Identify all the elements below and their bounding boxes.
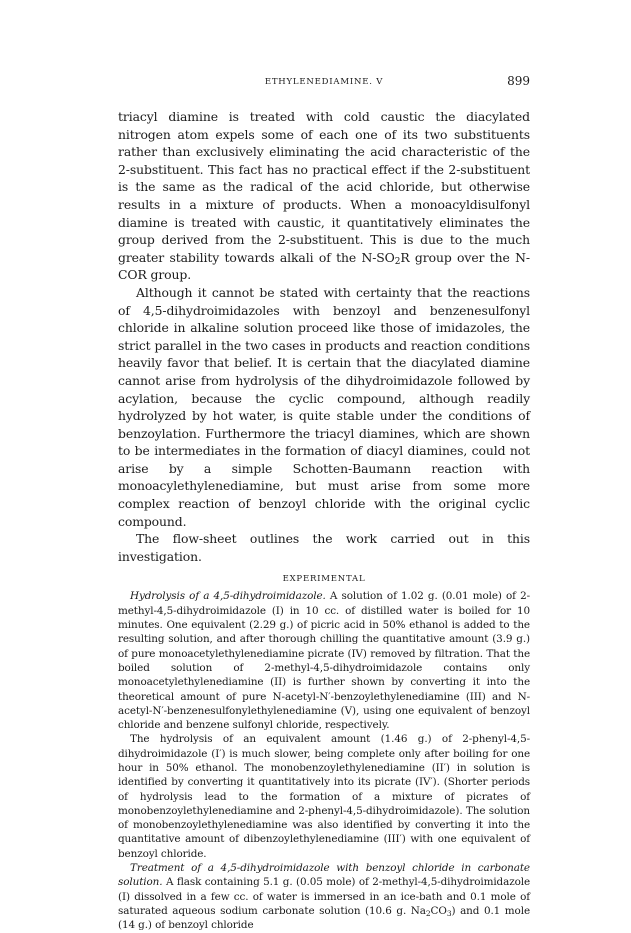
subscript: 2 <box>394 256 401 267</box>
paragraph-run-in-title: Hydrolysis of a 4,5-dihydroimidazole. <box>130 590 326 603</box>
page-header <box>118 74 530 90</box>
experimental-paragraph <box>118 589 530 732</box>
paragraph-run-in-title: Treatment of a 4,5-dihydroimidazole with benzoyl chloride in carbonate solution. <box>118 862 530 889</box>
running-head: ETHYLENEDIAMINE. V <box>264 77 384 87</box>
subscript: 2 <box>425 908 431 918</box>
subscript: 3 <box>446 908 452 918</box>
experimental-paragraph: The hydrolysis of an equivalent amount (1.46 g.) of 2-phenyl-4,5-dihydroimidazole (I′) is much slower, being complete only after boiling for one hour in 50% ethanol. The monobenzoylethylenediamine (II′) in solution is identified by converting it quantitatively into its picrate (IV′). (Shorter periods of hydrolysis lead to the formation of a mixture of picrates of monobenzoylethylenediamine and 2-phenyl-4,5-dihydroimidazole). The solution of monobenzoylethylenediamine was also identified by converting it into the quantitative amount of dibenzoylethylenediamine (III′) with one equivalent of benzoyl chloride. <box>118 733 530 860</box>
experimental-section <box>118 589 530 932</box>
article-body <box>118 108 530 933</box>
paragraph-text: ) and 0.1 mole (14 g.) of benzoyl chloride <box>118 904 530 932</box>
page-number: 899 <box>507 74 530 88</box>
paragraph-text: triacyl diamine is treated with cold caustic the diacylated nitrogen atom expels some of each one of its two substituents rather than exclusively eliminating the acid characteristic of the 2-substituent. This fact has no practical effect if the 2-substituent is the same as the radical of the acid chloride, but otherwise results in a mixture of products. When a monoacyldisulfonyl diamine is treated with caustic, it quantitatively eliminates the group derived from the 2-substituent. This is due to the much greater stability towards alkali of the N-SO <box>118 109 530 265</box>
experimental-paragraph <box>118 861 530 932</box>
body-paragraph <box>118 108 530 284</box>
paragraph-text: A flask containing 5.1 g. (0.05 mole) of 2-methyl-4,5-dihydroimidazole (I) dissolved in a few cc. of water is immersed in an ice-bath and 0.1 mole of saturated aqueous sodium carbonate solution (10.6 g. Na <box>118 876 530 917</box>
discussion-section <box>118 108 530 565</box>
body-paragraph: Although it cannot be stated with certainty that the reactions of 4,5-dihydroimidazoles with benzoyl and benzenesulfonyl chloride in alkaline solution proceed like those of imidazoles, the strict parallel in the two cases in products and reaction conditions heavily favor that belief. It is certain that the diacylated diamine cannot arise from hydrolysis of the dihydroimidazole followed by acylation, because the cyclic compound, although readily hydrolyzed by hot water, is quite stable under the conditions of benzoylation. Furthermore the triacyl diamines, which are shown to be intermediates in the formation of diacyl diamines, could not arise by a simple Schotten-Baumann reaction with monoacylethylenediamine, but must arise from some more complex reaction of benzoyl chloride with the original cyclic compound. <box>118 284 530 529</box>
body-paragraph: The flow-sheet outlines the work carried out in this investigation. <box>118 531 530 564</box>
paragraph-text: CO <box>430 904 447 917</box>
section-heading-experimental: EXPERIMENTAL <box>282 574 366 585</box>
paragraph-text: R group over the N-COR group. <box>118 249 530 283</box>
paragraph-text: A solution of 1.02 g. (0.01 mole) of 2-methyl-4,5-dihydroimidazole (I) in 10 cc. of distilled water is boiled for 10 minutes. One equivalent (2.29 g.) of picric acid in 50% ethanol is added to the resulting solution, and after thorough chilling the quantitative amount (3.9 g.) of pure monoacetylethylenediamine picrate (IV) removed by filtration. That the boiled solution of 2-methyl-4,5-dihydroimidazole contains only monoacetylethylenediamine (II) is further shown by converting it into the theoretical amount of pure N-acetyl-N′-benzoylethylenediamine (III) and N-acetyl-N′-benzenesulfonylethylenediamine (V), using one equivalent of benzoyl chloride and benzene sulfonyl chloride, respectively. <box>118 590 531 732</box>
